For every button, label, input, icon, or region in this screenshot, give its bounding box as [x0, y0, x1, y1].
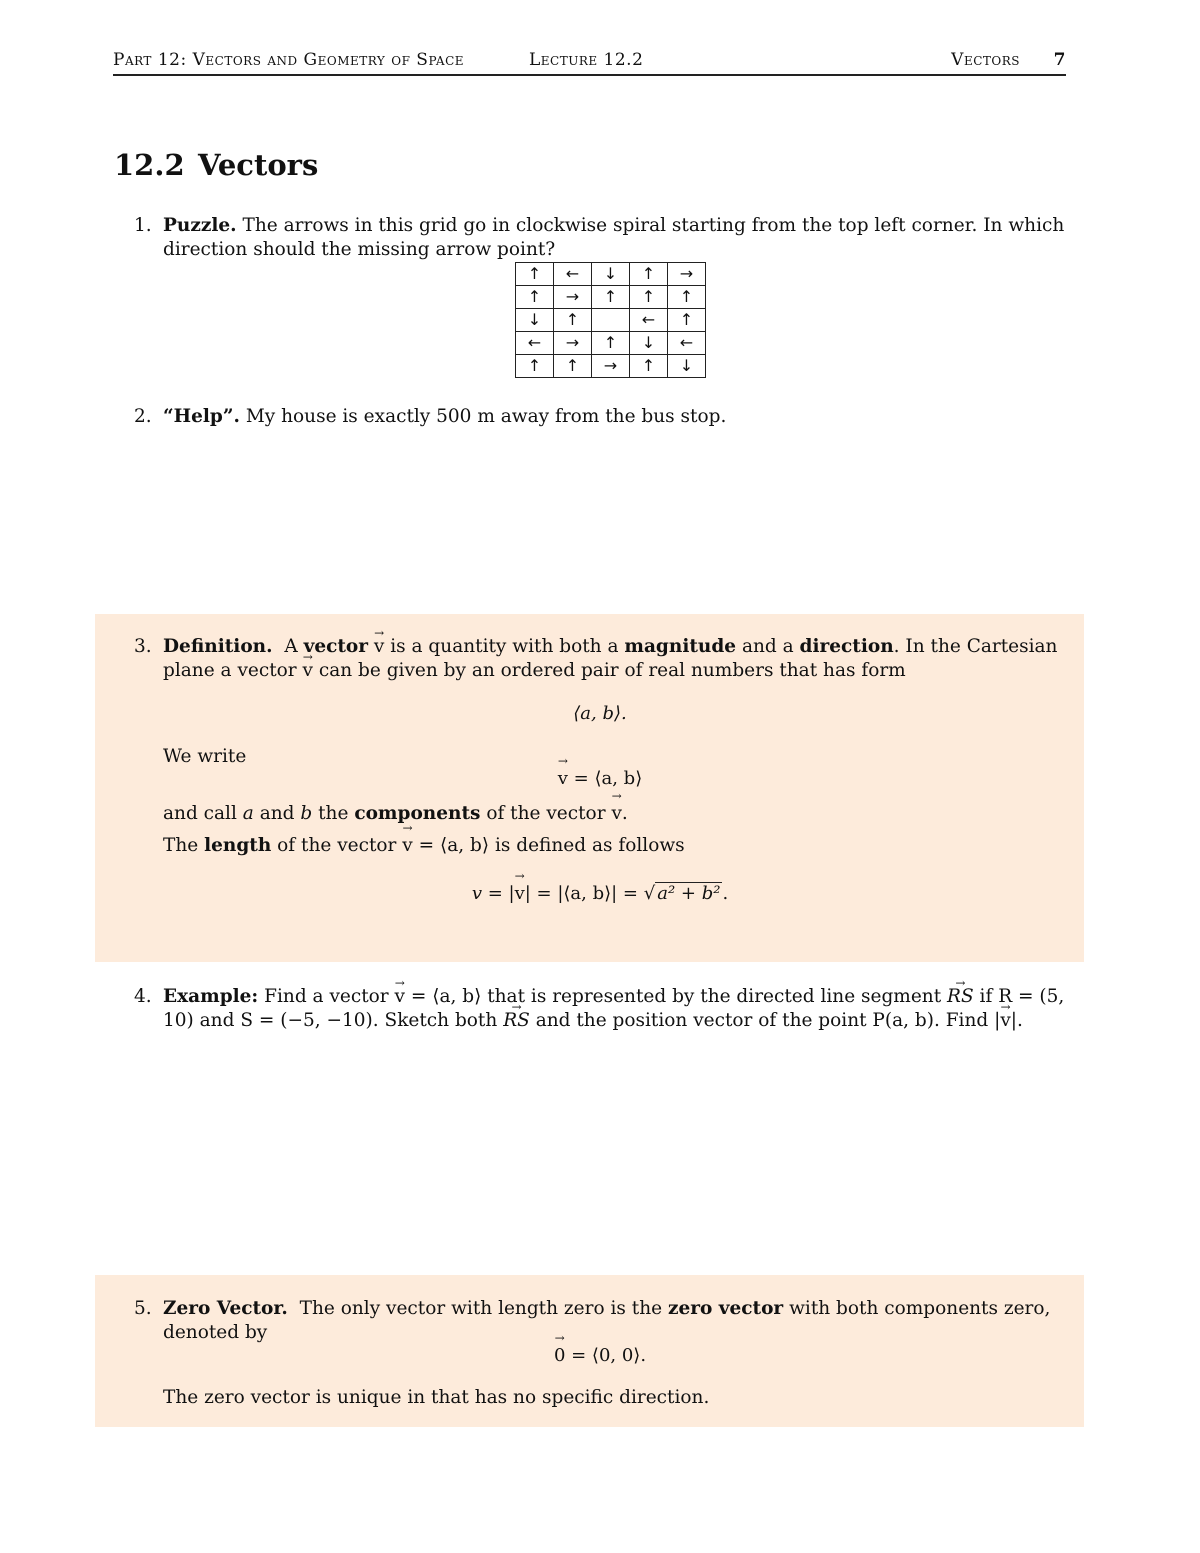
vector-v-symbol: → v	[395, 985, 405, 1009]
grid-cell-arrow: ↑	[516, 355, 554, 378]
item-number: 5.	[134, 1298, 152, 1319]
item-label: “Help”.	[163, 406, 240, 427]
grid-cell-arrow: ←	[516, 332, 554, 355]
symbol-a: a	[242, 803, 254, 824]
equation-zero	[0, 1345, 1200, 1366]
grid-cell-arrow: ↑	[668, 286, 706, 309]
example-text: and the position vector of the point P(a, b). Find |	[535, 1010, 1001, 1031]
item-definition	[134, 635, 1066, 683]
zero-unique-text: The zero vector is unique in that has no specific direction.	[163, 1387, 710, 1408]
line-text: The	[163, 835, 199, 856]
symbol-b: b	[300, 803, 313, 824]
item-label: Example:	[163, 986, 259, 1007]
item-help	[134, 405, 1066, 429]
grid-cell-arrow: ↓	[630, 332, 668, 355]
section-title	[114, 148, 318, 182]
item-number: 2.	[134, 406, 152, 427]
equation-vector	[0, 768, 1200, 789]
grid-cell-arrow: ↑	[592, 332, 630, 355]
section-heading: Vectors	[198, 148, 319, 182]
components-line: and call a and b the components of the vector → v.	[163, 803, 628, 824]
grid-cell-arrow: ↑	[630, 263, 668, 286]
equation-length: v = |→ v| = |⟨a, b⟩| = √ a² + b² .	[0, 882, 1200, 904]
vector-rs-symbol: → RS	[503, 1009, 530, 1033]
grid-cell-arrow: ↓	[592, 263, 630, 286]
equation-text: = ⟨0, 0⟩.	[571, 1345, 647, 1366]
item-label: Zero Vector.	[163, 1298, 288, 1319]
vector-rs-symbol: → RS	[947, 985, 974, 1009]
grid-cell-arrow: ↑	[630, 355, 668, 378]
term-direction: direction	[799, 636, 894, 657]
running-header	[113, 48, 1066, 76]
grid-cell-arrow: ←	[668, 332, 706, 355]
grid-cell-arrow: ←	[554, 263, 592, 286]
example-text: = ⟨a, b⟩ that is represented by the directed line segment	[410, 986, 942, 1007]
vector-v-symbol: → v	[611, 803, 621, 824]
grid-row	[516, 332, 706, 355]
grid-cell-arrow: →	[668, 263, 706, 286]
equation-text: | = |⟨a, b⟩| =	[524, 883, 639, 904]
item-zero-vector	[134, 1297, 1066, 1345]
length-line	[163, 835, 685, 856]
example-text: Find a vector	[264, 986, 389, 1007]
item-text: My house is exactly 500 m away from the bus stop.	[245, 406, 727, 427]
section-number: 12.2	[114, 148, 185, 182]
arrow-grid	[515, 262, 706, 378]
vector-v-symbol: → v	[374, 635, 384, 659]
header-topic: Vectors	[951, 50, 1020, 70]
item-label: Puzzle.	[163, 215, 237, 236]
item-number: 1.	[134, 215, 152, 236]
equation-text: .	[722, 883, 729, 904]
equation-pair	[0, 703, 1200, 724]
grid-cell-arrow: ↑	[668, 309, 706, 332]
line-text: of the vector	[277, 835, 397, 856]
line-text: = ⟨a, b⟩ is defined as follows	[418, 835, 685, 856]
equation-text: ⟨a, b⟩.	[573, 703, 627, 724]
item-label: Definition.	[163, 636, 273, 657]
item-number: 4.	[134, 986, 152, 1007]
line-text: and call	[163, 803, 237, 824]
term-magnitude: magnitude	[624, 636, 737, 657]
def-text: is a quantity with both a	[390, 636, 619, 657]
grid-row	[516, 309, 706, 332]
vector-v-symbol: → v	[303, 659, 313, 683]
grid-cell-arrow: →	[554, 332, 592, 355]
vector-v-symbol: → v	[402, 835, 412, 856]
item-text: The arrows in this grid go in clockwise spiral starting from the top left corner. In which direction should the missing arrow point?	[163, 215, 1065, 260]
item-number: 3.	[134, 636, 152, 657]
def-text: A	[284, 636, 298, 657]
grid-row	[516, 286, 706, 309]
example-text: if R = (5, 10)	[163, 986, 1065, 1031]
vector-v-symbol: → v	[558, 768, 568, 789]
header-part: Part 12: Vectors and Geometry of Space	[113, 50, 465, 70]
zero-text: with both components zero, denoted by	[163, 1298, 1051, 1343]
sqrt-radicand: a² + b²	[657, 883, 721, 904]
zero-text: The only vector with length zero is the	[299, 1298, 663, 1319]
grid-cell-arrow: ←	[630, 309, 668, 332]
line-text: of the vector	[486, 803, 606, 824]
grid-cell-arrow: ↑	[516, 263, 554, 286]
vector-v-symbol: → v	[515, 883, 525, 904]
grid-row	[516, 355, 706, 378]
def-text: and a	[741, 636, 794, 657]
example-text: and S = (−5, −10). Sketch both	[199, 1010, 498, 1031]
grid-cell-arrow: ↓	[516, 309, 554, 332]
term-components: components	[354, 803, 481, 824]
vector-v-symbol: → v	[1000, 1009, 1010, 1033]
term-zero-vector: zero vector	[667, 1298, 784, 1319]
grid-cell-arrow: ↓	[668, 355, 706, 378]
grid-cell-arrow: ↑	[516, 286, 554, 309]
we-write-text: We write	[163, 746, 247, 767]
def-text: . In the Cartesian plane a vector	[163, 636, 1058, 681]
term-vector: vector	[303, 636, 368, 657]
grid-cell-missing-arrow	[592, 309, 630, 332]
item-puzzle	[134, 214, 1066, 262]
grid-cell-arrow: ↑	[554, 355, 592, 378]
header-lecture: Lecture 12.2	[529, 50, 644, 70]
grid-cell-arrow: ↑	[630, 286, 668, 309]
line-text: the	[318, 803, 349, 824]
grid-cell-arrow: →	[554, 286, 592, 309]
equation-text: = ⟨a, b⟩	[573, 768, 643, 789]
example-text: |.	[1010, 1010, 1023, 1031]
vector-zero-symbol: → 0	[554, 1345, 565, 1366]
grid-row	[516, 263, 706, 286]
grid-cell-arrow: ↑	[554, 309, 592, 332]
equation-text: v = |	[471, 883, 515, 904]
term-length: length	[204, 835, 272, 856]
page-number: 7	[1053, 50, 1066, 70]
grid-cell-arrow: ↑	[592, 286, 630, 309]
grid-cell-arrow: →	[592, 355, 630, 378]
def-text: can be given by an ordered pair of real numbers that has form	[318, 660, 906, 681]
item-example	[134, 985, 1066, 1033]
